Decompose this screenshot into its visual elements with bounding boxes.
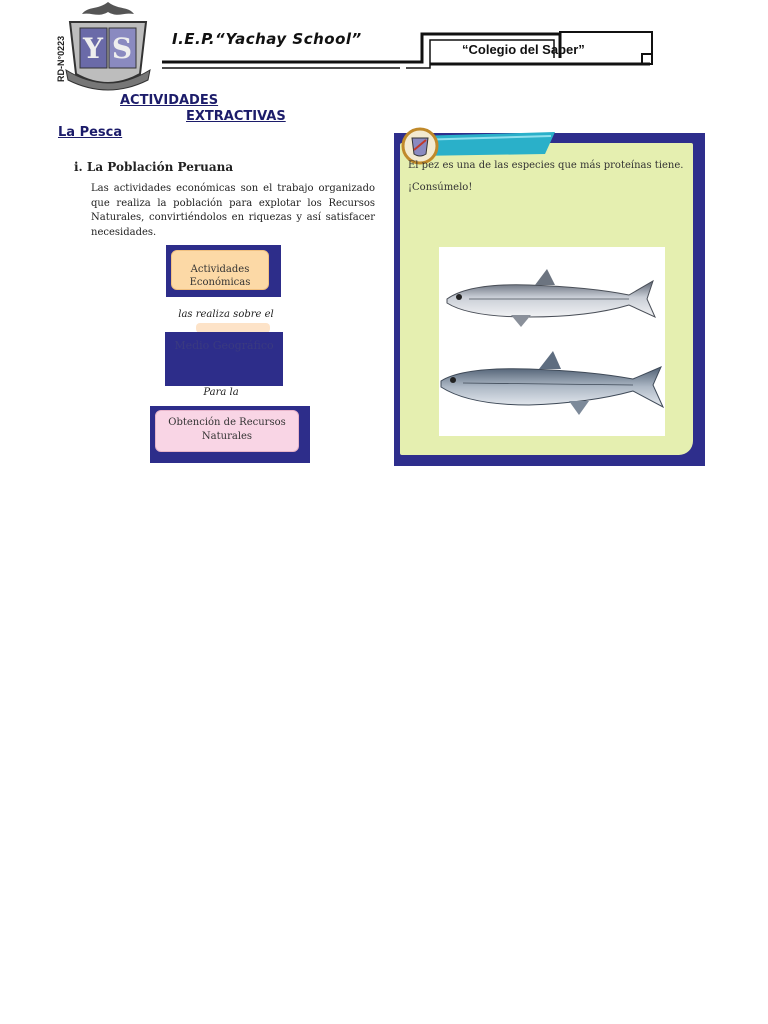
activity-title-line1: ACTIVIDADES xyxy=(120,93,219,108)
flow-box-resources: Obtención de Recursos Naturales xyxy=(155,410,299,452)
section-title: La Pesca xyxy=(58,125,123,140)
registration-number: RD-N°0223 xyxy=(56,35,66,82)
flow-box-geographic: Medio Geográfico xyxy=(174,339,274,352)
subsection-title: i. La Población Peruana xyxy=(74,160,234,174)
fish-top xyxy=(447,269,655,327)
school-logo xyxy=(58,0,158,96)
flow-box-activities: Actividades Económicas xyxy=(171,250,269,290)
anchovy-illustration xyxy=(439,247,665,436)
school-name: I.E.P.“Yachay School” xyxy=(172,30,362,48)
svg-text:S: S xyxy=(111,32,133,65)
flow-connector-2: Para la xyxy=(203,387,239,398)
intro-paragraph: Las actividades económicas son el trabajo organizado que realiza la población para explotar los Recursos Naturales, convirtiéndolos en riquezas y así satisfacer necesidades. xyxy=(91,183,375,238)
activity-title-line2: EXTRACTIVAS xyxy=(186,109,286,124)
flow-connector-1: las realiza sobre el xyxy=(178,309,274,320)
panel-consume-text: ¡Consúmelo! xyxy=(408,182,473,193)
school-motto: “Colegio del Saber” xyxy=(462,42,585,57)
svg-text:Y: Y xyxy=(83,32,103,65)
panel-protein-text: El pez es una de las especies que más proteínas tiene. xyxy=(408,160,684,171)
fish-bottom xyxy=(441,351,663,415)
